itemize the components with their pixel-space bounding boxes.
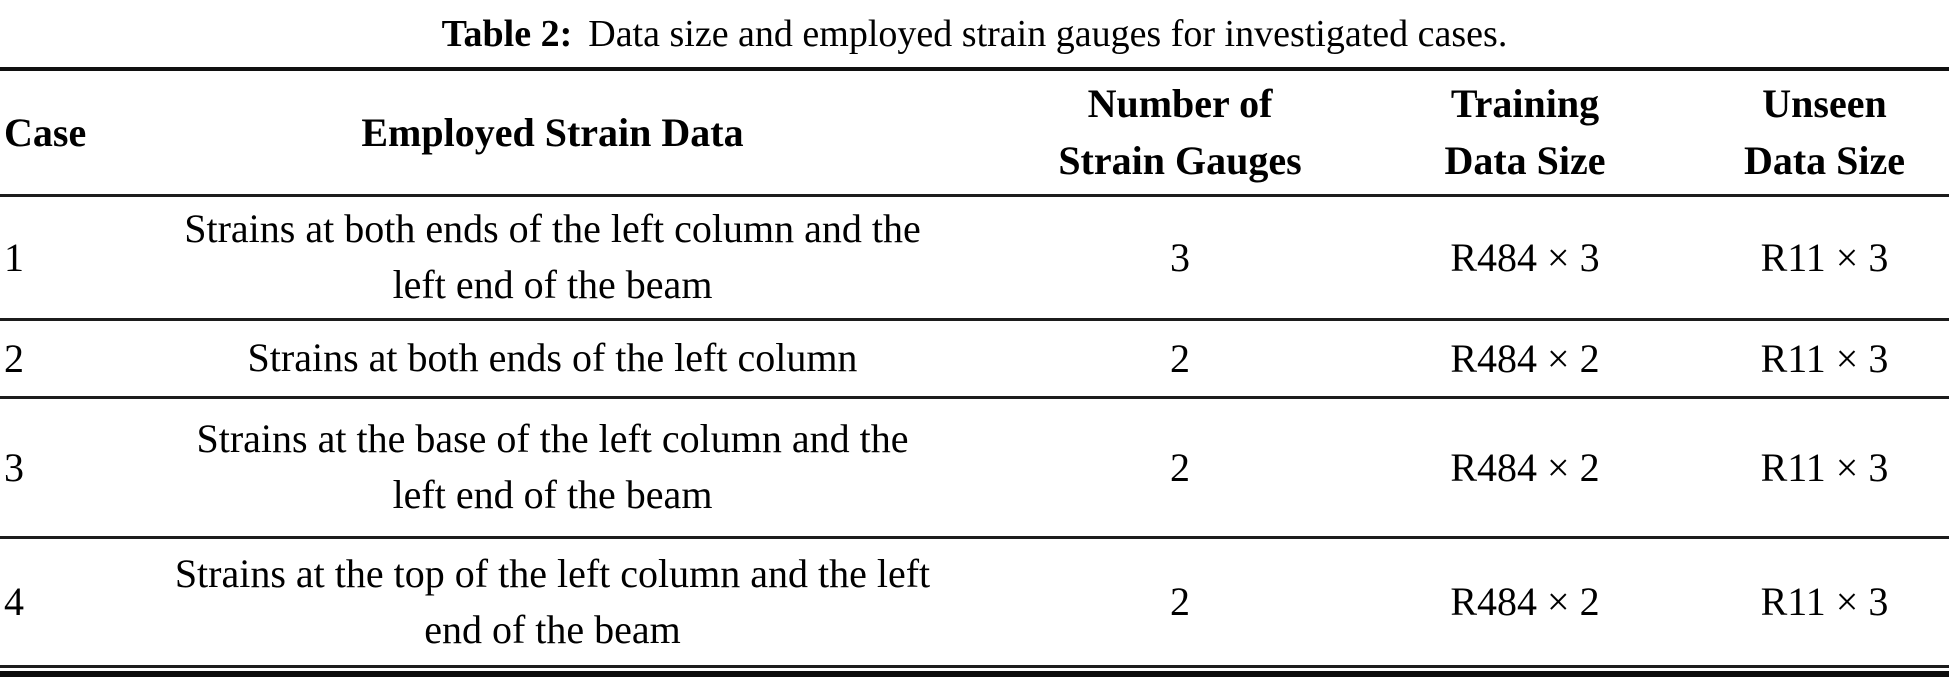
header-number-of-strain-gauges (1010, 69, 1350, 195)
unseen-size-cell: R11 × 3 (1760, 444, 1889, 490)
gauge-count-cell: 2 (1170, 444, 1190, 490)
header-line: Number of (1087, 81, 1273, 127)
header-training-data-size (1350, 69, 1700, 195)
table-bottom-rule (0, 671, 1949, 677)
training-size-cell: R484 × 2 (1450, 444, 1600, 490)
header-employed-strain-data: Employed Strain Data (361, 109, 744, 155)
strain-data-line: Strains at both ends of the left column (247, 335, 858, 380)
table-row (0, 195, 1949, 319)
table-caption (0, 0, 1949, 67)
strain-data-line: end of the beam (424, 606, 681, 652)
caption-label: Table 2: (441, 12, 573, 55)
strain-data-cell (95, 319, 1010, 397)
caption-text: Data size and employed strain gauges for investigated cases. (588, 12, 1508, 55)
unseen-size-cell: R11 × 3 (1760, 579, 1889, 624)
header-case: Case (4, 109, 87, 155)
unseen-size-cell: R11 × 3 (1760, 335, 1889, 381)
strain-data-line: Strains at the top of the left column and the left (174, 550, 931, 596)
header-row (0, 69, 1949, 195)
case-cell: 3 (4, 444, 24, 490)
header-line: Training (1450, 81, 1600, 127)
case-cell: 4 (4, 579, 24, 624)
gauge-count-cell: 2 (1170, 335, 1190, 381)
gauge-count-cell: 3 (1170, 234, 1190, 280)
strain-data-cell (95, 537, 1010, 666)
training-size-cell: R484 × 3 (1450, 234, 1600, 280)
header-line: Unseen (1762, 81, 1887, 127)
strain-data-line: left end of the beam (392, 262, 713, 307)
table-row (0, 537, 1949, 666)
case-cell: 1 (4, 234, 24, 280)
header-line: Data Size (1743, 138, 1906, 184)
header-unseen-data-size (1700, 69, 1949, 195)
unseen-size-cell: R11 × 3 (1760, 234, 1889, 280)
data-table (0, 67, 1949, 668)
training-size-cell: R484 × 2 (1450, 335, 1600, 381)
case-cell: 2 (4, 335, 24, 381)
strain-data-line: Strains at both ends of the left column and the (184, 206, 921, 251)
gauge-count-cell: 2 (1170, 579, 1190, 624)
strain-data-cell (95, 397, 1010, 537)
strain-data-line: Strains at the base of the left column and the (196, 416, 909, 461)
header-line: Strain Gauges (1058, 138, 1302, 184)
strain-data-cell (95, 195, 1010, 319)
table-row (0, 319, 1949, 397)
header-line: Data Size (1444, 138, 1606, 184)
table-row (0, 397, 1949, 537)
training-size-cell: R484 × 2 (1450, 579, 1600, 624)
strain-data-line: left end of the beam (392, 472, 713, 517)
